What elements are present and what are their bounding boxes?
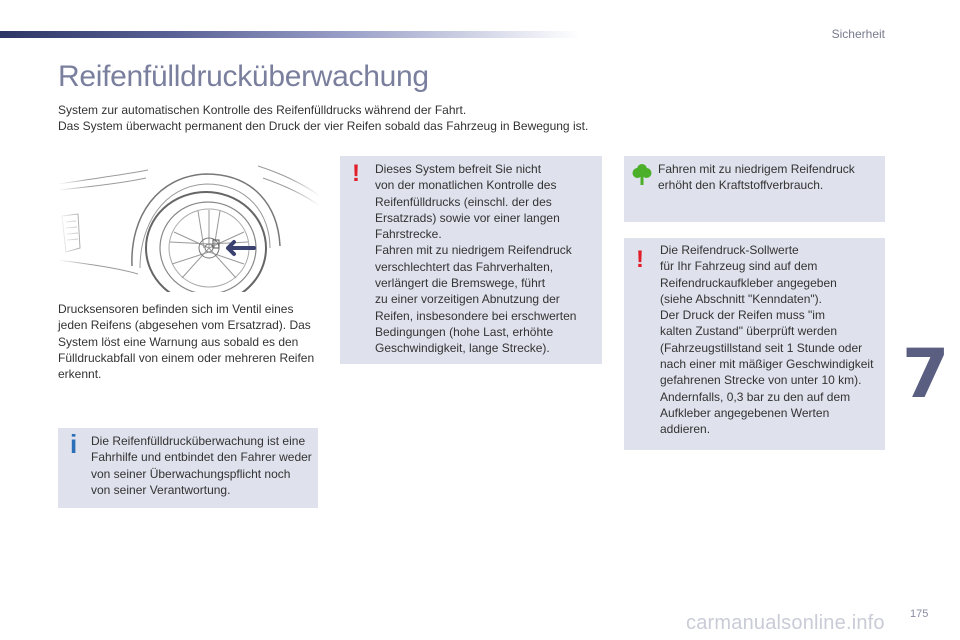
text-line: Aufkleber angegebenen Werten (660, 405, 830, 420)
intro-text (58, 102, 598, 134)
warning-icon: ! (352, 160, 360, 187)
text-line: für Ihr Fahrzeug sind auf dem (660, 259, 818, 274)
text-line: verschlechtert das Fahrverhalten, (375, 259, 554, 274)
wheel-sensor-illustration (58, 156, 320, 292)
text-line: Fahren mit zu niedrigem Reifendruck (375, 243, 572, 258)
page-number: 175 (910, 608, 929, 620)
text-line: (Fahrzeugstillstand seit 1 Stunde oder (660, 340, 863, 355)
text-line: zu einer vorzeitigen Abnutzung der (375, 292, 560, 307)
watermark: carmanualsonline.info (686, 612, 885, 634)
eco-box-text (658, 161, 880, 194)
info-box (58, 428, 318, 508)
text-line: Dieses System befreit Sie nicht (375, 162, 542, 176)
warning-box-maintenance (340, 156, 602, 364)
warning-box-1-text (375, 161, 597, 357)
intro-line-2: Das System überwacht permanent den Druck der vier Reifen sobald das Fahrzeug in Bewegung ist. (58, 119, 589, 133)
eco-box (624, 156, 885, 222)
text-line: von der monatlichen Kontrolle des (375, 178, 557, 193)
text-line: addieren. (660, 422, 711, 437)
chapter-number: 7 (902, 335, 950, 414)
warning-icon: ! (636, 246, 644, 273)
text-line: Der Druck der Reifen muss "im (660, 308, 825, 323)
intro-line-1: System zur automatischen Kontrolle des Reifenfülldrucks während der Fahrt. (58, 103, 467, 117)
warning-box-pressure-values (624, 238, 885, 450)
text-line: Reifenfülldrucks (einschl. der des (375, 194, 552, 209)
text-line: (siehe Abschnitt "Kenndaten"). (660, 291, 822, 306)
text-line: Reifendruckaufkleber angegeben (660, 275, 837, 290)
section-label: Sicherheit (831, 27, 885, 41)
info-icon: i (70, 429, 78, 459)
text-line: Fahrstrecke. (375, 227, 442, 242)
text-line: erhöht den Kraftstoffverbrauch. (658, 178, 824, 193)
text-line: verlängert die Bremswege, führt (375, 276, 546, 291)
warning-box-2-text (660, 242, 884, 438)
text-line: gefahrenen Strecke von unter 10 km). (660, 373, 862, 388)
text-line: nach einer mit mäßiger Geschwindigkeit (660, 357, 874, 372)
eco-tree-icon (632, 162, 652, 186)
text-line: Andernfalls, 0,3 bar zu den auf dem (660, 389, 851, 404)
text-line: Bedingungen (hohe Last, erhöhte (375, 324, 554, 339)
text-line: Fahren mit zu niedrigem Reifendruck (658, 162, 855, 176)
text-line: Die Reifendruck-Sollwerte (660, 243, 799, 257)
text-line: Geschwindigkeit, lange Strecke). (375, 341, 550, 356)
info-box-text: Die Reifenfülldrucküberwachung ist eine Fahrhilfe und entbindet den Fahrer weder von seiner Überwachungspflicht noch von seiner Verantwortung. (91, 434, 312, 497)
text-line: Ersatzrads) sowie vor einer langen (375, 210, 560, 225)
header-gradient-bar (0, 31, 580, 38)
text-line: Reifen, insbesondere bei erschwerten (375, 308, 577, 323)
text-line: kalten Zustand" überprüft werden (660, 324, 838, 339)
page-title: Reifenfülldrucküberwachung (58, 60, 429, 93)
sensor-description: Drucksensoren befinden sich im Ventil eines jeden Reifens (abgesehen vom Ersatzrad). Das System löst eine Warnung aus sobald es den Fülldruckabfall von einem oder mehreren Reifen erkennt. (58, 302, 315, 382)
